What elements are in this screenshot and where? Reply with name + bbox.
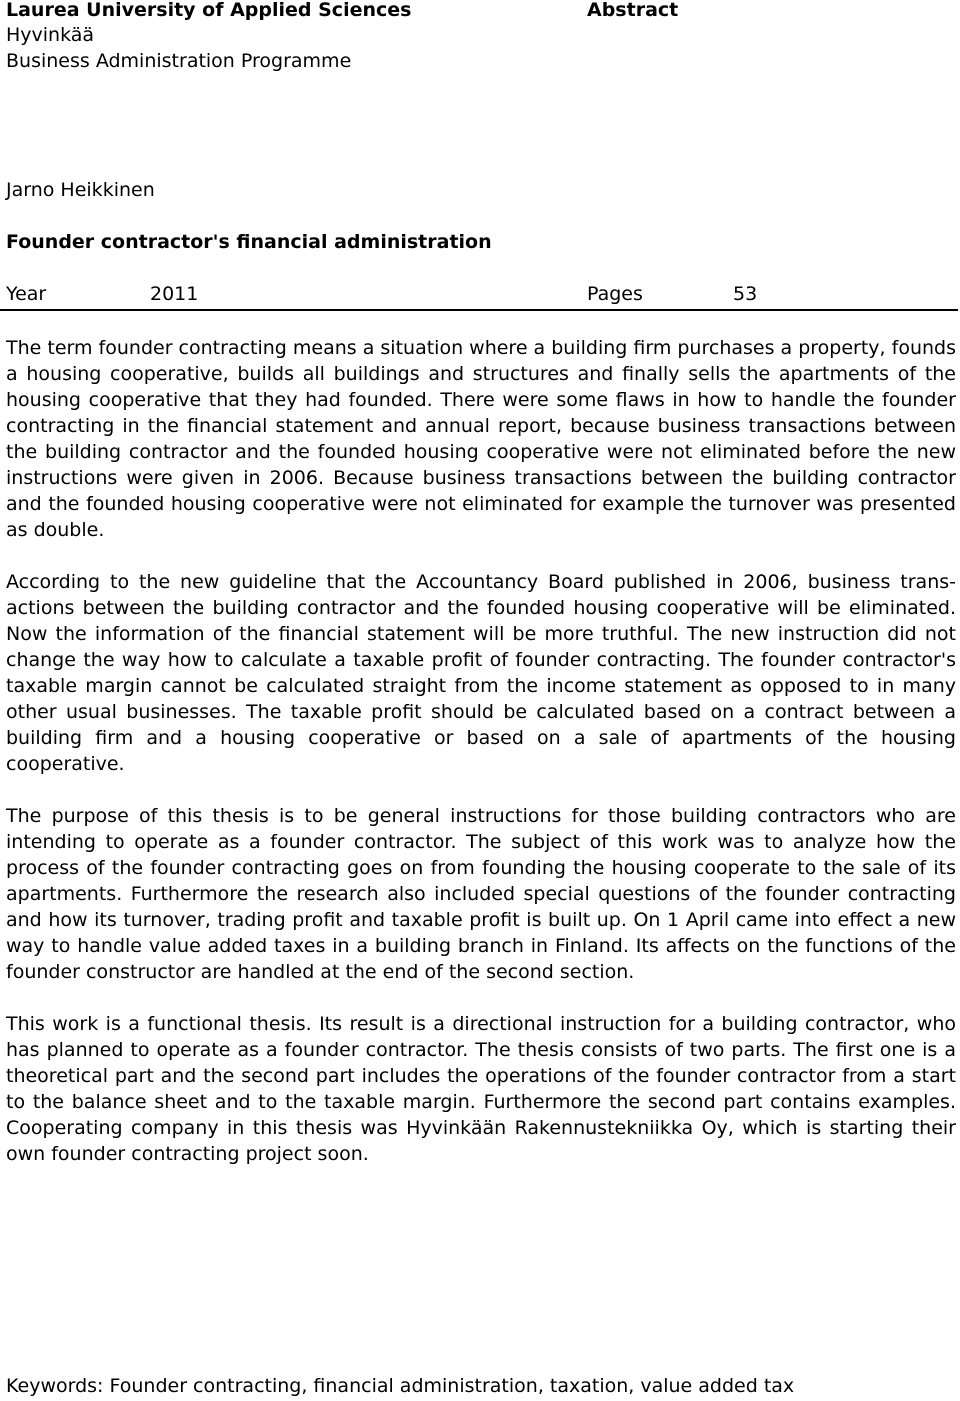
thesis-title: Founder contractor's financial administration [6,231,492,253]
campus-name: Hyvinkää [6,24,95,46]
abstract-paragraph: This work is a functional thesis. Its result is a directional instruction for a building contractor, who has planned to operate as a founder contractor. The thesis consists of two parts. The first one is a theoretical part and the second part includes the operations of the founder contractor from a start to the balance sheet and to the taxable margin. Furthermore the second part contains examples. Cooperating company in this thesis was Hyvinkään Rakennustekniikka Oy, which is starting their own founder contracting project soon. [6,1013,956,1165]
pages-label: Pages [587,283,643,305]
abstract-paragraph: The term founder contracting means a situation where a building firm purchases a property, founds a housing cooperative, builds all buildings and structures and finally sells the apartments of the housing cooperative that they had founded. There were some flaws in how to handle the founder contracting in the financial statement and annual report, because business transactions between the building contractor and the founded housing cooperative were not eliminated before the new instructions were given in 2006. Because business transactions between the building contractor and the founded housing cooperative were not eliminated for example the turnover was presented as double. [6,337,956,541]
abstract-paragraph: The purpose of this thesis is to be general instructions for those building contractors who are intending to operate as a founder contractor. The subject of this work was to analyze how the process of the founder contracting goes on from founding the housing cooperate to the sale of its apartments. Furthermore the research also included special questions of the founder contracting and how its turnover, trading profit and taxable profit is built up. On 1 April came into effect a new way to handle value added taxes in a building branch in Finland. Its affects on the functions of the founder constructor are handled at the end of the second section. [6,805,956,983]
institution-name: Laurea University of Applied Sciences [6,0,412,21]
pages-value: 53 [733,283,758,305]
header-divider [0,309,958,311]
year-value: 2011 [150,283,199,305]
year-label: Year [6,283,47,305]
abstract-paragraph: According to the new guideline that the Accountancy Board published in 2006, business transactions between the building contractor and the founded housing cooperative will be eliminated. Now the information of the financial statement will be more truthful. The new instruction did not change the way how to calculate a taxable profit of founder contracting. The founder contractor's taxable margin cannot be calculated straight from the income statement as opposed to in many other usual businesses. The taxable profit should be calculated based on a contract between a building firm and a housing cooperative or based on a sale of apartments of the housing cooperative. [6,571,956,775]
abstract-body [6,335,956,1193]
keywords-line: Keywords: Founder contracting, financial administration, taxation, value added tax [6,1375,795,1397]
section-label: Abstract [587,0,679,21]
programme-name: Business Administration Programme [6,50,352,72]
author-name: Jarno Heikkinen [6,179,155,201]
